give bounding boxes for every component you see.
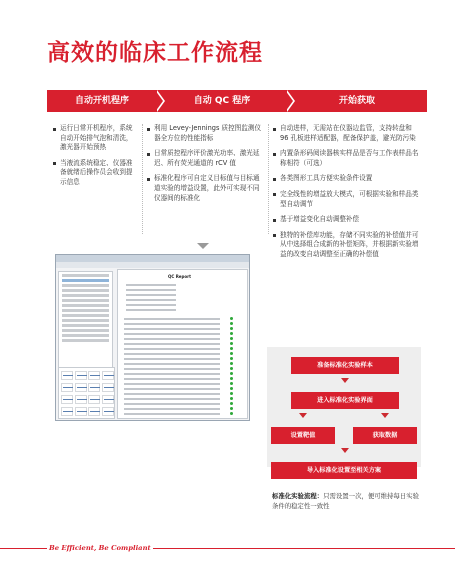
lj-plot-line [104, 375, 114, 378]
report-line [124, 393, 220, 395]
flow-step-enter-interface: 进入标准化实验界面 [291, 392, 399, 409]
bullet-item: 各类图形工具方便实验条件设置 [272, 174, 422, 184]
report-line [126, 284, 176, 286]
lj-plot-thumbnail [88, 407, 100, 416]
status-pass-icon [230, 342, 233, 345]
report-line [126, 294, 176, 296]
flow-arrow-icon [341, 448, 349, 453]
lj-plot-thumbnail [88, 395, 100, 404]
status-pass-icon [230, 357, 233, 360]
report-line [126, 299, 176, 301]
bullet-item: 利用 Levey-Jennings 质控图监测仪器全方位的性能指标 [146, 124, 264, 143]
qc-report-panel [117, 269, 248, 419]
status-pass-icon [230, 362, 233, 365]
levey-jennings-plots [58, 367, 115, 419]
report-line [124, 383, 220, 385]
step-auto-startup: 自动开机程序 [74, 96, 129, 106]
lj-plot-line [90, 399, 100, 402]
flow-caption-label: 标准化实验流程： [272, 492, 324, 500]
lj-plot-thumbnail [102, 395, 114, 404]
flow-caption [272, 492, 422, 511]
report-line [124, 413, 220, 415]
flow-step-set-target: 设置靶值 [271, 427, 335, 444]
report-line [126, 304, 176, 306]
report-line [124, 333, 220, 335]
lj-plot-thumbnail [88, 383, 100, 392]
lj-plot-thumbnail [61, 383, 73, 392]
report-line [126, 309, 176, 311]
report-line [124, 388, 220, 390]
lj-plot-thumbnail [61, 407, 73, 416]
status-pass-icon [230, 367, 233, 370]
bullet-item: 独特的补偿库功能，存储不同实验的补偿值并可从中选择组合成新的补偿矩阵，并根据新实验增益的改变自动调整至正确的补偿值 [272, 231, 422, 260]
lj-plot-line [63, 375, 73, 378]
qc-report-title: QC Report [168, 274, 192, 279]
bullet-item: 运行日常开机程序，系统自动开始排气泡和清洗，激光器开始预热 [52, 124, 138, 153]
bullet-item: 基于增益变化自动调整补偿 [272, 215, 422, 225]
column-divider [142, 124, 143, 234]
bullet-item: 当液流系统稳定、仪器准备就绪后操作员会收到提示信息 [52, 159, 138, 188]
column-divider [268, 124, 269, 234]
column-startup [52, 124, 138, 194]
lj-plot-line [63, 411, 73, 414]
report-line [124, 338, 220, 340]
status-pass-icon [230, 412, 233, 415]
report-line [124, 398, 220, 400]
report-line [126, 289, 176, 291]
report-line [124, 363, 220, 365]
status-pass-icon [230, 382, 233, 385]
lj-plot-line [90, 387, 100, 390]
lj-plot-line [90, 411, 100, 414]
lj-plot-thumbnail [75, 383, 87, 392]
lj-plot-thumbnail [102, 383, 114, 392]
report-line [124, 358, 220, 360]
window-titlebar [56, 255, 249, 262]
bullet-item: 标准化程序可自定义目标值与目标通道实验的增益设置，此外可实现不同仪器间的标准化 [146, 174, 264, 203]
report-line [124, 323, 220, 325]
lj-plot-thumbnail [88, 371, 100, 380]
lj-plot-line [63, 387, 73, 390]
standardization-flow-panel [267, 347, 421, 474]
lj-plot-line [104, 387, 114, 390]
flow-step-prepare-sample: 准备标准化实验样本 [291, 357, 399, 374]
window-toolbar [56, 262, 249, 268]
lj-plot-line [63, 399, 73, 402]
flow-arrow-icon [381, 413, 389, 418]
report-line [124, 353, 220, 355]
lj-plot-thumbnail [75, 371, 87, 380]
software-screenshot [55, 254, 250, 421]
report-line [124, 403, 220, 405]
bullet-item: 内置条形码阅读器核实样品是否与工作表样品名称相符（可选） [272, 149, 422, 168]
bullet-item: 日常质控程序评价激光功率、激光延迟、所有荧光通道的 rCV 值 [146, 149, 264, 168]
down-arrow-icon [197, 243, 209, 249]
report-line [124, 368, 220, 370]
bullet-item: 自动进样，无需站在仪器边监管，支持转盘和 96 孔板进样适配器，配备保护盖，避光防污染 [272, 124, 422, 143]
lj-plot-line [77, 387, 87, 390]
flow-step-import-settings: 导入标准化设置至相关方案 [271, 462, 417, 479]
status-pass-icon [230, 372, 233, 375]
step-start-acquisition: 开始获取 [338, 96, 375, 106]
report-line [124, 343, 220, 345]
column-acquisition [272, 124, 422, 266]
status-pass-icon [230, 377, 233, 380]
lj-plot-thumbnail [102, 371, 114, 380]
lj-plot-line [77, 375, 87, 378]
status-pass-icon [230, 387, 233, 390]
report-line [124, 348, 220, 350]
lj-plot-line [77, 399, 87, 402]
lj-plot-thumbnail [75, 395, 87, 404]
lj-plot-thumbnail [102, 407, 114, 416]
status-pass-icon [230, 407, 233, 410]
flow-caption-text: 只需设置一次，便可维持每日实验条件的稳定性一致性 [272, 492, 419, 510]
bullet-item: 完全线性的增益放大模式，可根据实验和样品类型自动调节 [272, 190, 422, 209]
step-auto-qc: 自动 QC 程序 [193, 96, 251, 106]
status-pass-icon [230, 317, 233, 320]
flow-arrow-icon [341, 378, 349, 383]
status-pass-icon [230, 397, 233, 400]
lj-plot-thumbnail [61, 371, 73, 380]
column-qc [146, 124, 264, 209]
lj-plot-line [104, 411, 114, 414]
status-pass-icon [230, 327, 233, 330]
flow-arrow-icon [299, 413, 307, 418]
status-pass-icon [230, 352, 233, 355]
status-pass-icon [230, 337, 233, 340]
report-line [124, 378, 220, 380]
status-pass-icon [230, 347, 233, 350]
footer-slogan: Be Efficient, Be Compliant [49, 544, 151, 552]
lj-plot-line [90, 375, 100, 378]
status-pass-icon [230, 402, 233, 405]
lj-plot-line [104, 399, 114, 402]
status-pass-icon [230, 332, 233, 335]
lj-plot-thumbnail [61, 395, 73, 404]
flow-step-acquire-data: 获取数据 [353, 427, 417, 444]
lj-plot-line [77, 411, 87, 414]
report-line [124, 328, 220, 330]
report-line [124, 318, 220, 320]
status-pass-icon [230, 322, 233, 325]
step-banner [47, 90, 427, 112]
lj-plot-thumbnail [75, 407, 87, 416]
page-title: 高效的临床工作流程 [47, 40, 263, 66]
report-line [124, 408, 220, 410]
status-pass-icon [230, 392, 233, 395]
report-line [124, 373, 220, 375]
